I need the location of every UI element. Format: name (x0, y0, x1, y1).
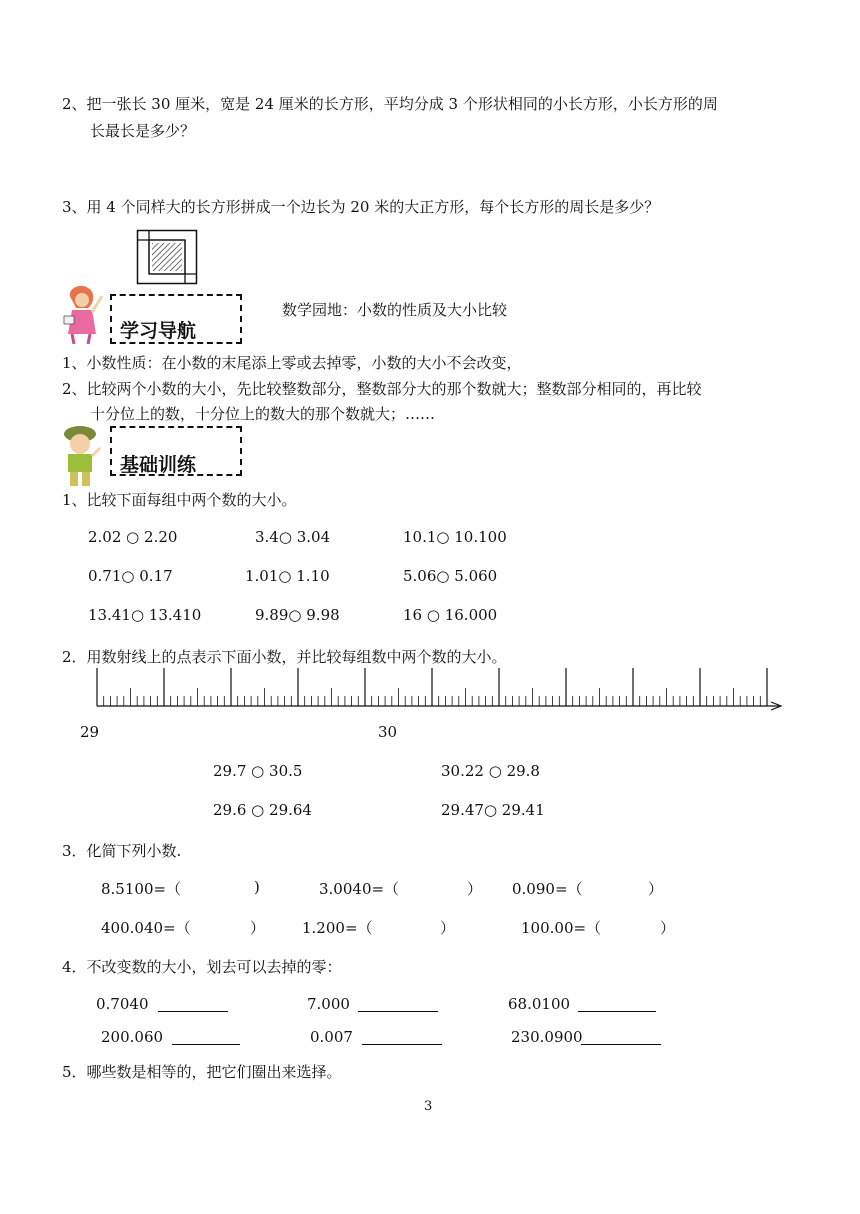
ex4-number: 200.060 (101, 1028, 164, 1046)
ex1-cell: 1.01○ 1.10 (245, 567, 330, 585)
ex3-item: 0.090=（ (512, 880, 583, 898)
ex1-cell: 10.1○ 10.100 (403, 528, 507, 546)
ex2-cell: 30.22 ○ 29.8 (441, 762, 540, 780)
ex1-cell: 0.71○ 0.17 (88, 567, 173, 585)
answer-blank[interactable] (362, 1030, 442, 1045)
ex2-cell: 29.6 ○ 29.64 (213, 801, 312, 819)
ex3-item: 400.040=（ (101, 919, 191, 937)
nav-item-3: 十分位上的数，十分位上的数大的那个数就大；…… (90, 405, 436, 423)
q2-line1: 2、把一张长 30 厘米，宽是 24 厘米的长方形，平均分成 3 个形状相同的小长方形，小长方形的周 (62, 95, 718, 113)
ex3-item: 3.0040=（ (319, 880, 400, 898)
ex3-close: ) (254, 878, 260, 896)
answer-blank[interactable] (172, 1030, 240, 1045)
ex3-close: ） (250, 919, 266, 937)
nav-item-2: 2、比较两个小数的大小，先比较整数部分，整数部分大的那个数就大；整数部分相同的，再比较 (62, 380, 702, 398)
ex5-heading: 5．哪些数是相等的，把它们圈出来选择。 (62, 1063, 342, 1081)
teacher-figure-icon (58, 282, 110, 344)
ex3-item: 100.00=（ (521, 919, 602, 937)
ex1-heading: 1、比较下面每组中两个数的大小。 (62, 491, 297, 509)
ex2-cell: 29.47○ 29.41 (441, 801, 545, 819)
ex1-cell: 2.02 ○ 2.20 (88, 528, 178, 546)
study-guide-title: 学习导航 (120, 320, 197, 342)
nav-item-1: 1、小数性质：在小数的末尾添上零或去掉零，小数的大小不会改变， (62, 354, 522, 372)
ex4-number: 0.7040 (96, 995, 149, 1013)
ex1-cell: 16 ○ 16.000 (403, 606, 498, 624)
ex4-number: 7.000 (307, 995, 350, 1013)
number-ray (90, 664, 790, 714)
q3-text: 3、用 4 个同样大的长方形拼成一个边长为 20 米的大正方形，每个长方形的周长是多少？ (62, 198, 660, 216)
ex4-number: 68.0100 (508, 995, 571, 1013)
ex3-close: ） (648, 880, 664, 898)
ex4-number: 0.007 (310, 1028, 353, 1046)
ex2-cell: 29.7 ○ 30.5 (213, 762, 303, 780)
axis-label-30: 30 (378, 723, 398, 741)
ex1-cell: 3.4○ 3.04 (255, 528, 331, 546)
garden-title: 数学园地：小数的性质及大小比较 (282, 301, 508, 319)
boy-figure-icon (58, 424, 106, 488)
ex3-item: 1.200=（ (302, 919, 373, 937)
basic-training-title: 基础训练 (120, 454, 197, 476)
answer-blank[interactable] (581, 1030, 661, 1045)
answer-blank[interactable] (578, 997, 656, 1012)
axis-label-29: 29 (80, 723, 100, 741)
ex1-cell: 9.89○ 9.98 (255, 606, 340, 624)
ex3-item: 8.5100=（ (101, 880, 182, 898)
ex3-close: ） (660, 919, 676, 937)
square-diagram (137, 230, 197, 284)
answer-blank[interactable] (158, 997, 228, 1012)
page-number: 3 (424, 1099, 433, 1114)
ex4-heading: 4．不改变数的大小，划去可以去掉的零： (62, 958, 342, 976)
ex3-close: ） (467, 880, 483, 898)
ex1-cell: 5.06○ 5.060 (403, 567, 498, 585)
ex4-number: 230.0900 (511, 1028, 583, 1046)
ex2-heading: 2．用数射线上的点表示下面小数，并比较每组数中两个数的大小。 (62, 648, 507, 666)
ex3-close: ） (440, 919, 456, 937)
ex3-heading: 3．化简下列小数. (62, 842, 182, 860)
q2-line2: 长最长是多少？ (90, 122, 196, 140)
answer-blank[interactable] (358, 997, 438, 1012)
ex1-cell: 13.41○ 13.410 (88, 606, 202, 624)
